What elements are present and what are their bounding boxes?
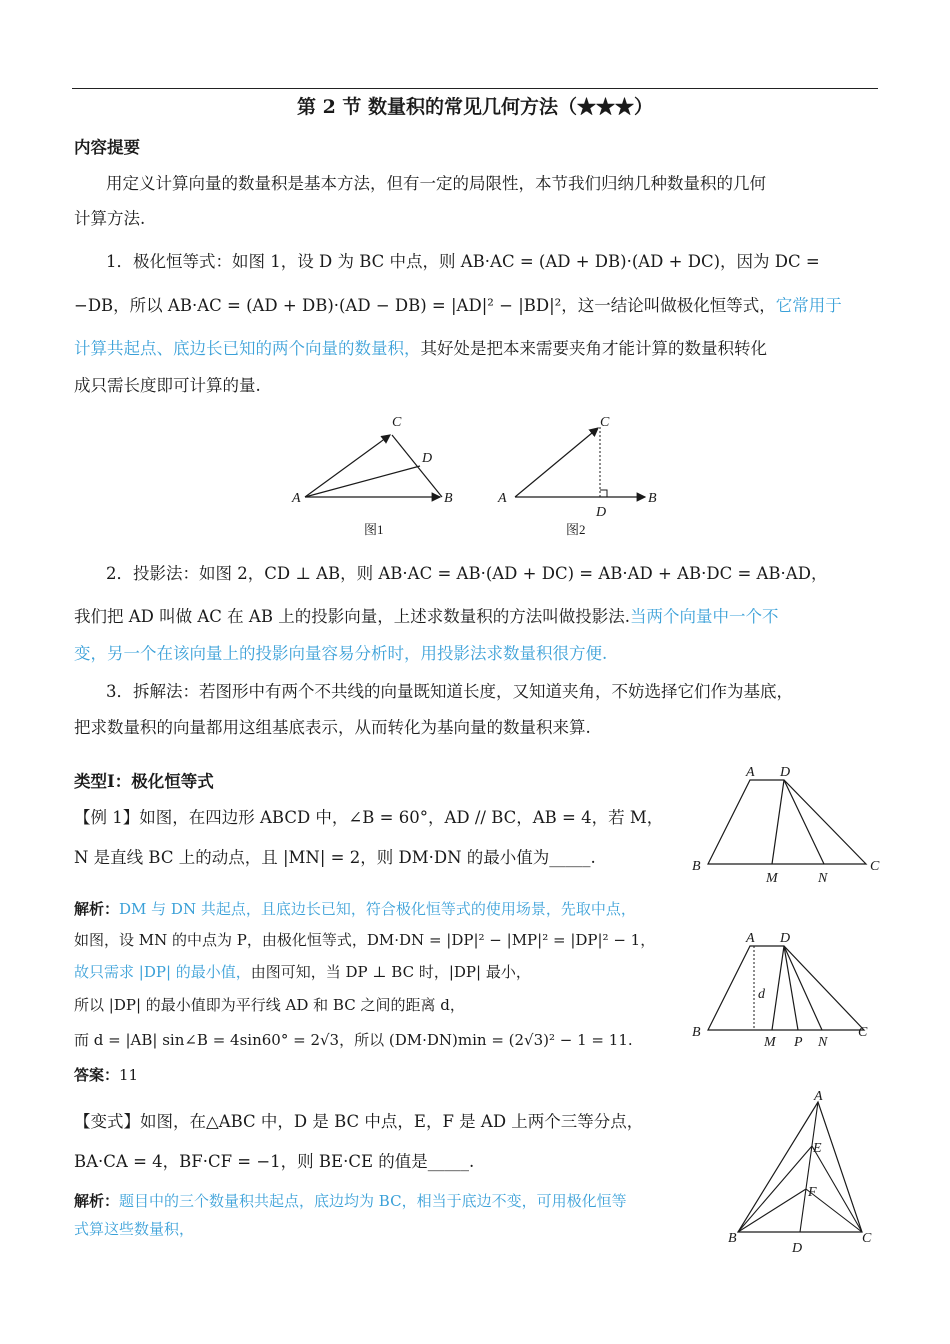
intro-line-1: 用定义计算向量的数量积是基本方法，但有一定的局限性，本节我们归纳几种数量积的几何 <box>106 174 766 193</box>
item1-line-2-text: −DB，所以 AB·AC = (AD + DB)·(AD − DB) = |AD|² − |BD|²，这一结论叫做极化恒等式， <box>74 296 776 315</box>
exfig-segment-dn <box>784 780 824 864</box>
varfig-label-e: E <box>813 1141 822 1156</box>
fig2-label-d: D <box>596 505 607 520</box>
figure-2 <box>490 410 670 545</box>
fig2-label-b: B <box>648 491 657 506</box>
varfig-label-c: C <box>862 1231 872 1246</box>
solfig-segment-dn <box>784 946 822 1030</box>
item1-line-3-text: 其好处是把本来需要夹角才能计算的数量积转化 <box>420 339 767 358</box>
exfig-segment-dm <box>772 780 784 864</box>
item1-line-1: 1．极化恒等式：如图 1，设 D 为 BC 中点，则 AB·AC = (AD + DB)·(AD + DC)，因为 DC = <box>106 252 820 271</box>
fig1-label-c: C <box>392 415 402 430</box>
item1-line-4: 成只需长度即可计算的量. <box>74 376 261 395</box>
fig1-segment-cb <box>392 435 442 497</box>
item1-line-2-highlight: 它常用于 <box>775 296 842 315</box>
fig2-right-angle <box>600 490 607 497</box>
fig2-caption: 图2 <box>566 522 586 537</box>
fig1-vector-ac <box>305 435 390 497</box>
item2-line-1: 2．投影法：如图 2，CD ⊥ AB，则 AB·AC = AB·(AD + DC) = AB·AD + AB·DC = AB·AD， <box>106 564 828 583</box>
solution2-line-2: 式算这些数量积， <box>74 1220 195 1238</box>
fig1-label-d: D <box>422 451 433 466</box>
varfig-label-d: D <box>792 1241 803 1256</box>
solfig-label-a: A <box>746 931 755 946</box>
item1-line-3 <box>74 337 767 361</box>
exfig-label-m: M <box>766 871 778 886</box>
answer1-value: 11 <box>119 1066 139 1084</box>
solution1-label: 解析： <box>74 900 120 918</box>
solfig-label-height: d <box>758 987 765 1002</box>
item2-line-2-text: 我们把 AD 叫做 AC 在 AB 上的投影向量，上述求数量积的方法叫做投影法. <box>74 607 630 626</box>
solfig-label-b: B <box>692 1025 701 1040</box>
summary-heading: 内容提要 <box>74 138 140 157</box>
varfig-label-a: A <box>814 1089 823 1104</box>
item2-line-2-highlight: 当两个向量中一个不 <box>629 607 779 626</box>
varfig-label-f: F <box>808 1185 817 1200</box>
fig2-label-a: A <box>498 491 507 506</box>
solfig-label-m: M <box>764 1035 776 1050</box>
varfig-segment-bf <box>738 1189 806 1232</box>
figure-1 <box>280 410 470 545</box>
type1-heading: 类型Ⅰ：极化恒等式 <box>74 772 214 791</box>
solution1-line-3 <box>74 961 531 982</box>
solution1-line-3-highlight: 故只需求 |DP| 的最小值， <box>74 963 251 981</box>
item1-line-3-highlight: 计算共起点、底边长已知的两个向量的数量积， <box>74 339 421 358</box>
solution2-label: 解析： <box>74 1192 120 1210</box>
item2-line-2 <box>74 605 778 629</box>
solfig-label-n: N <box>818 1035 828 1050</box>
exfig-label-c: C <box>870 859 880 874</box>
variant-line-1: 【变式】如图，在△ABC 中，D 是 BC 中点，E，F 是 AD 上两个三等分点， <box>74 1112 644 1131</box>
solution1-figure <box>688 926 888 1054</box>
section-title: 第 2 节 数量积的常见几何方法（★★★） <box>296 96 654 118</box>
solfig-label-p: P <box>794 1035 803 1050</box>
solution1-line-1 <box>74 898 636 919</box>
solution2-line-1 <box>74 1190 627 1211</box>
varfig-label-b: B <box>728 1231 737 1246</box>
solution1-line-4: 所以 |DP| 的最小值即为平行线 AD 和 BC 之间的距离 d， <box>74 996 465 1014</box>
varfig-triangle <box>738 1102 862 1232</box>
item3-line-2: 把求数量积的向量都用这组基底表示，从而转化为基向量的数量积来算. <box>74 718 591 737</box>
solfig-segment-dm <box>772 946 784 1030</box>
example1-figure <box>688 762 888 892</box>
solution1-line-5: 而 d = |AB| sin∠B = 4sin60° = 2√3，所以 (DM·DN)min = (2√3)² − 1 = 11. <box>74 1031 633 1049</box>
top-rule <box>72 88 878 89</box>
fig2-vector-ac <box>515 428 598 497</box>
fig1-caption: 图1 <box>364 522 384 537</box>
exfig-label-d: D <box>780 765 791 780</box>
solfig-label-c: C <box>858 1025 868 1040</box>
variant-line-2: BA·CA = 4，BF·CF = −1，则 BE·CE 的值是_____. <box>74 1152 475 1171</box>
example1-line-1: 【例 1】如图，在四边形 ABCD 中，∠B = 60°，AD // BC，AB = 4，若 M， <box>74 808 664 827</box>
example1-line-2: N 是直线 BC 上的动点，且 |MN| = 2，则 DM·DN 的最小值为_____. <box>74 848 596 867</box>
varfig-median-ad <box>800 1102 818 1232</box>
exfig-quadrilateral <box>708 780 866 864</box>
item1-line-2 <box>74 294 842 318</box>
fig1-label-a: A <box>292 491 301 506</box>
fig1-label-b: B <box>444 491 453 506</box>
solution2-line-1-highlight: 题目中的三个数量积共起点，底边均为 BC，相当于底边不变，可用极化恒等 <box>119 1192 627 1210</box>
answer1-label: 答案： <box>74 1066 120 1084</box>
exfig-label-b: B <box>692 859 701 874</box>
varfig-segment-be <box>738 1146 812 1232</box>
solfig-label-d: D <box>780 931 791 946</box>
variant-figure <box>720 1086 890 1258</box>
item2-line-3: 变，另一个在该向量上的投影向量容易分析时，用投影法求数量积很方便. <box>74 644 608 663</box>
solution1-line-3-text: 由图可知，当 DP ⊥ BC 时，|DP| 最小， <box>250 963 531 981</box>
fig2-label-c: C <box>600 415 610 430</box>
intro-line-2: 计算方法. <box>74 209 146 228</box>
solution1-line-1-highlight: DM 与 DN 共起点，且底边长已知，符合极化恒等式的使用场景，先取中点， <box>119 900 636 918</box>
solution1-line-2: 如图，设 MN 的中点为 P，由极化恒等式，DM·DN = |DP|² − |MP|² = |DP|² − 1， <box>74 931 656 949</box>
item3-line-1: 3．拆解法：若图形中有两个不共线的向量既知道长度，又知道夹角，不妨选择它们作为基底， <box>106 682 793 701</box>
fig1-segment-ad <box>305 466 420 497</box>
exfig-label-n: N <box>818 871 828 886</box>
exfig-label-a: A <box>746 765 755 780</box>
answer1 <box>74 1064 138 1085</box>
